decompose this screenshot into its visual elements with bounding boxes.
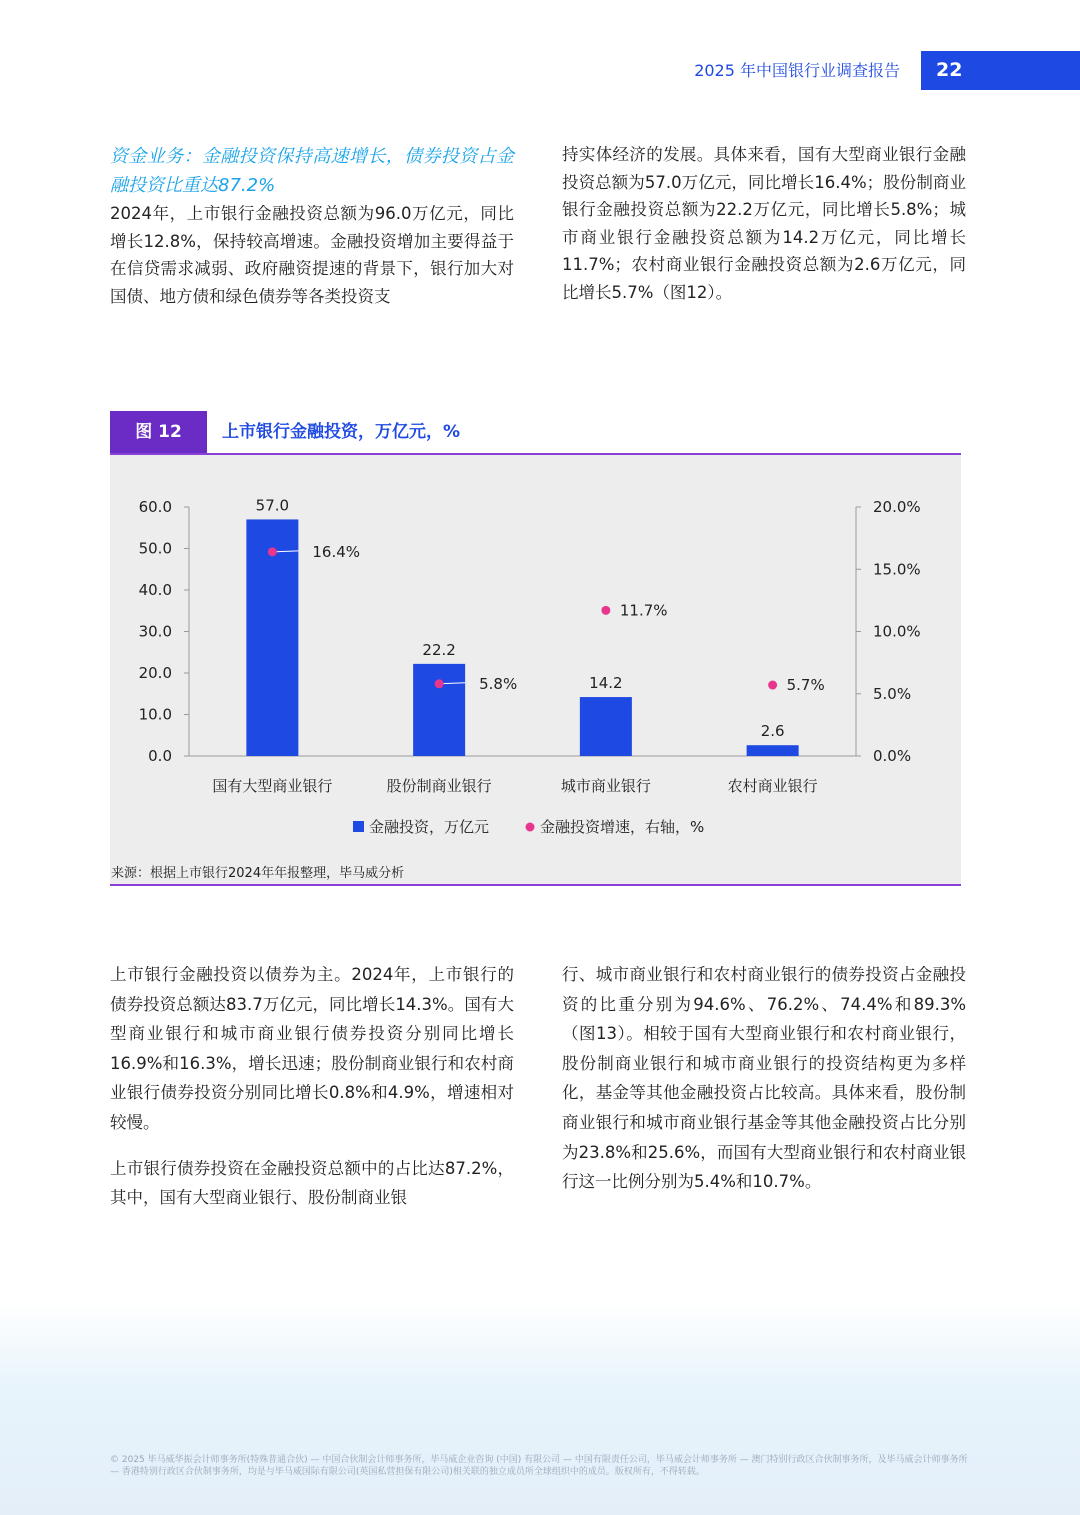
bond-share-paragraph: 上市银行债券投资在金融投资总额中的占比达87.2%，其中，国有大型商业银行、股份制商业银 [110, 1158, 514, 1208]
category-label: 股份制商业银行 [386, 777, 492, 795]
bar-chart [110, 455, 961, 885]
growth-data-label: 16.4% [312, 542, 361, 561]
figure-header [110, 411, 961, 455]
category-label: 农村商业银行 [727, 777, 818, 795]
bond-paragraph: 上市银行金融投资以债券为主。2024年，上市银行的债券投资总额达83.7万亿元，同比增长14.3%。国有大型商业银行和城市商业银行债券投资分别同比增长16.9%和16.3%，增长迅速；股份制商业银行和农村商业银行债券投资分别同比增长0.8%和4.9%，增速相对较慢。 [110, 965, 514, 1132]
bar-data-label: 57.0 [255, 496, 290, 515]
bar-data-label: 2.6 [760, 722, 785, 741]
bond-share-paragraph-continued: 行、城市商业银行和农村商业银行的债券投资占金融投资的比重分别为94.6%、76.2%、74.4%和89.3%（图13）。相较于国有大型商业银行和农村商业银行，股份制商业银行和城市商业银行的投资结构更为多样化，基金等其他金融投资占比较高。具体来看，股份制商业银行和城市商业银行基金等其他金融投资占比分别为23.8%和25.6%，而国有大型商业银行和农村商业银行这一比例分别为5.4%和10.7%。 [562, 965, 966, 1192]
growth-data-label: 11.7% [619, 601, 668, 620]
growth-point [268, 547, 277, 556]
right-tick-label: 15.0% [873, 560, 921, 579]
growth-data-label: 5.7% [786, 676, 825, 695]
left-tick-label: 60.0 [138, 498, 172, 516]
right-tick-label: 0.0% [873, 747, 912, 765]
right-tick-label: 20.0% [873, 498, 921, 516]
legend-point-swatch [526, 823, 535, 832]
growth-point [768, 681, 777, 690]
figure-title: 上市银行金融投资，万亿元，% [222, 422, 461, 442]
legend-point-label: 金融投资增速，右轴，% [540, 818, 705, 836]
top-right-column [562, 141, 966, 306]
page-number: 22 [921, 51, 1080, 90]
right-tick-label: 5.0% [873, 684, 912, 703]
left-tick-label: 30.0 [138, 622, 172, 641]
figure-label: 图 12 [110, 411, 207, 453]
bar [580, 697, 632, 756]
legend-bar-label: 金融投资，万亿元 [369, 818, 490, 836]
bar [747, 745, 799, 756]
left-tick-label: 10.0 [138, 705, 172, 724]
top-left-column [110, 142, 514, 310]
intro-paragraph-continued: 持实体经济的发展。具体来看，国有大型商业银行金融投资总额为57.0万亿元，同比增长16.4%；股份制商业银行金融投资总额为22.2万亿元，同比增长5.8%；城市商业银行金融投资总额为14.2万亿元，同比增长11.7%；农村商业银行金融投资总额为2.6万亿元，同比增长5.7%（图12）。 [562, 145, 966, 302]
growth-data-label: 5.8% [479, 674, 518, 693]
figure-bottom-rule [110, 884, 961, 886]
left-tick-label: 50.0 [138, 539, 172, 558]
growth-point [601, 606, 610, 615]
bottom-right-column [562, 960, 966, 1197]
bar-data-label: 14.2 [589, 674, 623, 693]
legend-bar-swatch [353, 821, 364, 832]
left-tick-label: 40.0 [138, 581, 172, 599]
left-tick-label: 20.0 [138, 664, 172, 682]
report-title: 2025 年中国银行业调查报告 [694, 61, 900, 80]
bar-data-label: 22.2 [422, 640, 456, 659]
background-wave [0, 1300, 1080, 1515]
category-label: 城市商业银行 [560, 777, 651, 795]
figure-source: 来源：根据上市银行2024年年报整理，毕马威分析 [111, 866, 405, 881]
intro-paragraph: 2024年，上市银行金融投资总额为96.0万亿元，同比增长12.8%，保持较高增速。金融投资增加主要得益于在信贷需求减弱、政府融资提速的背景下，银行加大对国债、地方债和绿色债券等各类投资支 [110, 204, 514, 306]
category-label: 国有大型商业银行 [212, 777, 333, 795]
section-subheading: 资金业务：金融投资保持高速增长，债券投资占金融投资比重达87.2% [110, 146, 514, 196]
growth-point [435, 679, 444, 688]
left-tick-label: 0.0 [148, 747, 172, 765]
copyright-footer: © 2025 毕马威华振会计师事务所(特殊普通合伙) — 中国合伙制会计师事务所，毕马威企业咨询 (中国) 有限公司 — 中国有限责任公司，毕马威会计师事务所 — 澳门特别行政区合伙制事务所，及毕马威会计师事务所 — 香港特别行政区合伙制事务所，均是与毕马威国际有限公司(英国私营担保有限公司)相关联的独立成员所全球组织中的成员。版权所有，不得转载。 [110, 1455, 968, 1477]
bottom-left-column [110, 960, 514, 1213]
bar [413, 664, 465, 756]
chart-container [110, 455, 961, 885]
right-tick-label: 10.0% [873, 622, 921, 641]
